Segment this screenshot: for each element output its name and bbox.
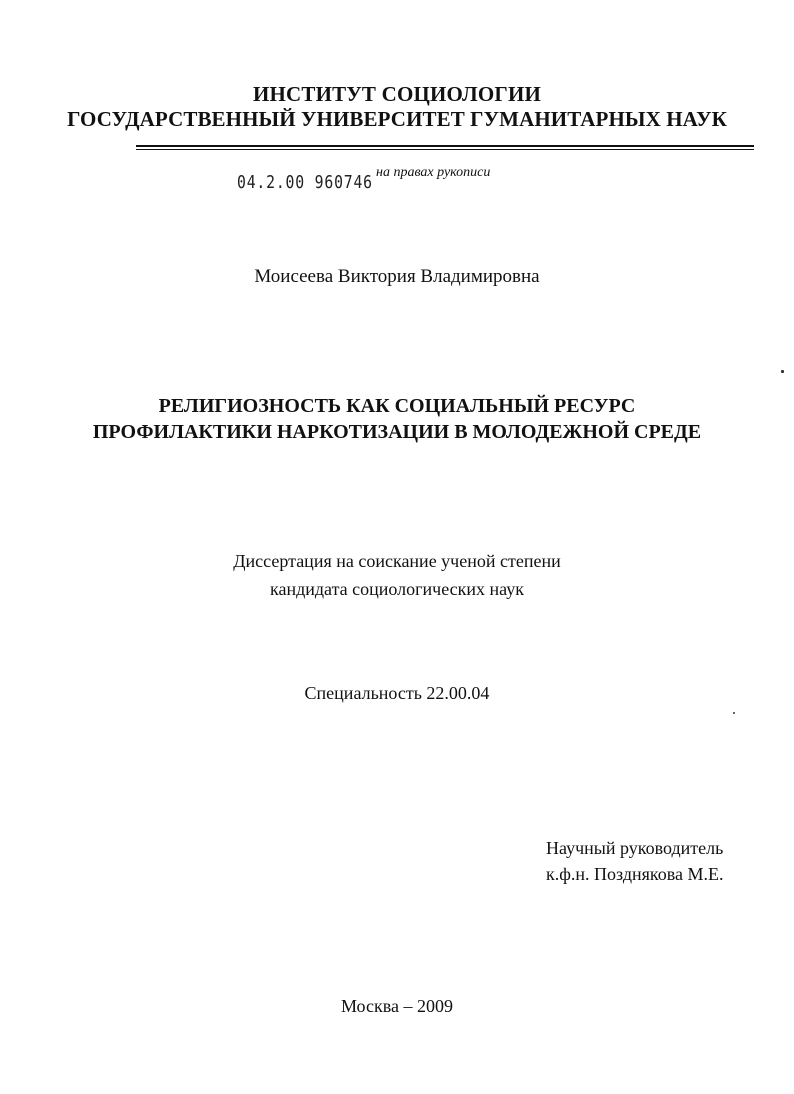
specialty-code: Специальность 22.00.04 <box>304 683 490 703</box>
author-name: Моисеева Виктория Владимировна <box>254 266 540 287</box>
registration-stamp-number: 04.2.00 960746 <box>237 172 373 193</box>
scan-speck <box>781 370 784 373</box>
city-and-year: Москва – 2009 <box>341 996 453 1016</box>
institute-name-line-1: ИНСТИТУТ СОЦИОЛОГИИ <box>252 82 542 106</box>
degree-statement-line-1: Диссертация на соискание ученой степени <box>233 551 561 571</box>
scan-speck <box>733 712 735 714</box>
degree-statement-line-2: кандидата социологических наук <box>270 579 524 599</box>
supervisor-role: Научный руководитель <box>546 838 724 858</box>
dissertation-title-line-2: ПРОФИЛАКТИКИ НАРКОТИЗАЦИИ В МОЛОДЕЖНОЙ СРЕДЕ <box>92 421 702 443</box>
institute-name-line-2: ГОСУДАРСТВЕННЫЙ УНИВЕРСИТЕТ ГУМАНИТАРНЫХ НАУК <box>67 107 727 131</box>
manuscript-rights-note: на правах рукописи <box>376 165 491 180</box>
supervisor-name: к.ф.н. Позднякова М.Е. <box>546 864 724 884</box>
dissertation-title-line-1: РЕЛИГИОЗНОСТЬ КАК СОЦИАЛЬНЫЙ РЕСУРС <box>158 395 636 417</box>
header-divider-thick <box>136 145 754 147</box>
header-divider-thin <box>136 149 754 150</box>
